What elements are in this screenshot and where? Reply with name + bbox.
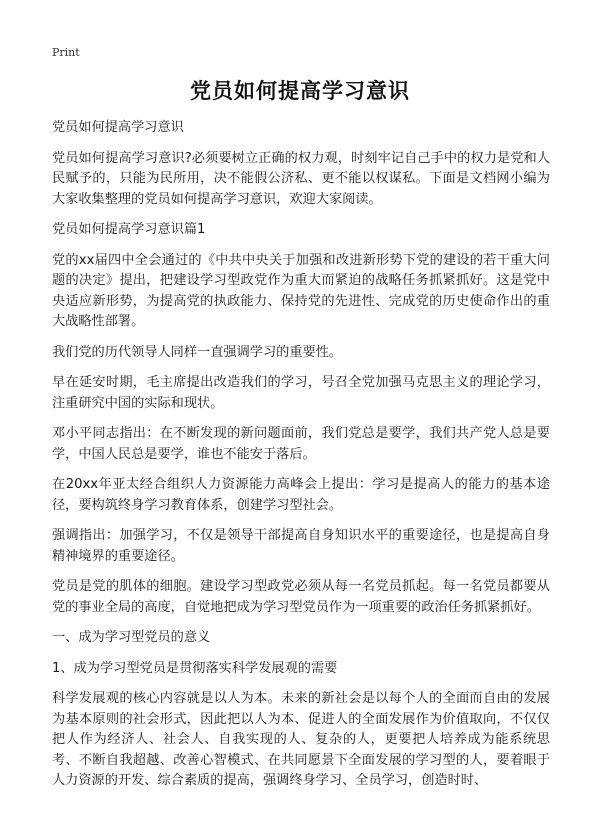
subsection-heading: 一、成为学习型党员的意义	[52, 630, 211, 645]
print-link[interactable]: Print	[52, 46, 80, 59]
intro-paragraph: 党员如何提高学习意识?必须要树立正确的权力观，时刻牢记自己手中的权力是党和人民赋予的，只能为民所用，决不能假公济私、更不能以权谋私。下面是文档网小编为大家收集整理的党员如何提高学习意识，欢迎大家阅读。	[52, 150, 550, 207]
subsection-heading: 1、成为学习型党员是贯彻落实科学发展观的需要	[52, 660, 338, 676]
body-paragraph: 早在延安时期，毛主席提出改造我们的学习，号召全党加强马克思主义的理论学习，注重研究中国的实际和现状。	[52, 375, 550, 411]
page-title: 党员如何提高学习意识	[190, 79, 410, 103]
document-body	[52, 118, 550, 802]
body-paragraph: 强调指出：加强学习，不仅是领导干部提高自身知识水平的重要途径，也是提高自身精神境界的重要途径。	[52, 528, 550, 564]
body-paragraph: 党的xx届四中全会通过的《中共中央关于加强和改进新形势下党的建设的若干重大问题的决定》提出，把建设学习型政党作为重大而紧迫的战略任务抓紧抓好。这是党中央适应新形势，为提高党的执政能力、保持党的先进性、完成党的历史使命作出的重大战略性部署。	[52, 252, 550, 329]
body-paragraph: 邓小平同志指出：在不断发现的新问题面前，我们党总是要学，我们共产党人总是要学，中国人民总是要学，谁也不能安于落后。	[52, 426, 550, 462]
body-paragraph: 党员是党的肌体的细胞。建设学习型政党必须从每一名党员抓起。每一名党员都要从党的事业全局的高度，自觉地把成为学习型党员作为一项重要的政治任务抓紧抓好。	[52, 579, 550, 615]
section-heading-1: 党员如何提高学习意识篇1	[52, 222, 206, 237]
body-paragraph: 在20xx年亚太经合组织人力资源能力高峰会上提出：学习是提高人的能力的基本途径，要构筑终身学习教育体系，创建学习型社会。	[52, 477, 550, 513]
body-paragraph: 我们党的历代领导人同样一直强调学习的重要性。	[52, 344, 343, 360]
intro-heading: 党员如何提高学习意识	[52, 120, 184, 135]
body-paragraph: 科学发展观的核心内容就是以人为本。未来的新社会是以每个人的全面而自由的发展为基本原则的社会形式，因此把以人为本、促进人的全面发展作为价值取向，不仅仅把人作为经济人、社会人、自我实现的人、复杂的人，更要把人培养成为能系统思考、不断自我超越、改善心智模式、在共同愿景下全面发展的学习型的人，要着眼于人力资源的开发、综合素质的提高，强调终身学习、全员学习，创造时时、	[52, 691, 550, 788]
